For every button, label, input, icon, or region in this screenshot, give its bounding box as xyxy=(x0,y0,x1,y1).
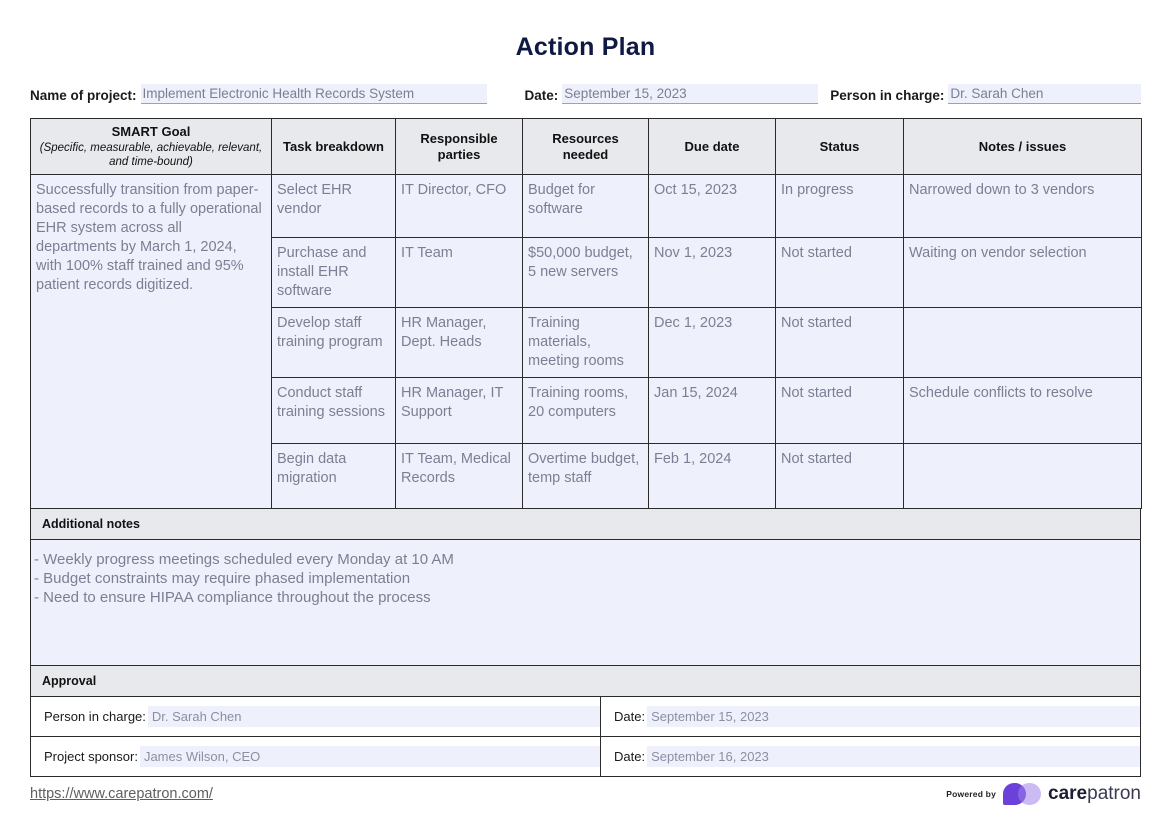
wordmark-patron: patron xyxy=(1087,783,1141,804)
project-name-field xyxy=(30,84,487,104)
notes-cell[interactable]: Waiting on vendor selection xyxy=(904,238,1142,308)
approval-row xyxy=(31,697,1141,737)
carepatron-wordmark xyxy=(1048,784,1141,804)
carepatron-logo-icon xyxy=(1003,783,1041,805)
approval-person-date-input[interactable]: September 15, 2023 xyxy=(647,706,1140,727)
action-plan-table xyxy=(30,118,1142,509)
approval-person-date-label: Date: xyxy=(614,709,646,724)
table-body xyxy=(31,175,1142,509)
resources-cell[interactable]: Overtime budget, temp staff xyxy=(523,444,649,509)
additional-notes-line: - Need to ensure HIPAA compliance throughout the process xyxy=(34,589,431,606)
approval-table xyxy=(30,697,1141,777)
resources-cell[interactable]: Training rooms, 20 computers xyxy=(523,378,649,444)
smart-goal-title: SMART Goal xyxy=(111,124,191,139)
smart-goal-cell[interactable]: Successfully transition from paper-based records to a fully operational EHR system across all departments by March 1, 2024, with 100% staff trained and 95% patient records digitized. xyxy=(31,175,272,509)
due-date-cell[interactable]: Oct 15, 2023 xyxy=(649,175,776,238)
approval-sponsor-label: Project sponsor: xyxy=(44,749,138,764)
project-date-label: Date: xyxy=(524,88,559,103)
additional-notes-line: - Budget constraints may require phased implementation xyxy=(34,570,411,587)
approval-project-sponsor-cell xyxy=(31,737,601,777)
approval-row xyxy=(31,737,1141,777)
person-in-charge-label: Person in charge: xyxy=(830,88,945,103)
status-cell[interactable]: Not started xyxy=(776,308,904,378)
notes-cell[interactable]: Narrowed down to 3 vendors xyxy=(904,175,1142,238)
responsible-cell[interactable]: IT Director, CFO xyxy=(396,175,523,238)
resources-cell[interactable]: Training materials, meeting rooms xyxy=(523,308,649,378)
carepatron-url-link[interactable]: https://www.carepatron.com/ xyxy=(30,786,213,802)
table-row xyxy=(31,175,1142,238)
approval-heading: Approval xyxy=(30,666,1141,697)
status-cell[interactable]: Not started xyxy=(776,444,904,509)
smart-goal-subtitle: (Specific, measurable, achievable, relevant, and time-bound) xyxy=(39,142,263,168)
responsible-cell[interactable]: IT Team xyxy=(396,238,523,308)
due-date-cell[interactable]: Nov 1, 2023 xyxy=(649,238,776,308)
approval-sponsor-input[interactable]: James Wilson, CEO xyxy=(140,746,600,767)
column-header-smart-goal xyxy=(31,119,272,175)
column-header-resources-needed: Resources needed xyxy=(523,119,649,175)
task-cell[interactable]: Purchase and install EHR software xyxy=(272,238,396,308)
task-cell[interactable]: Develop staff training program xyxy=(272,308,396,378)
approval-sponsor-date-cell xyxy=(601,737,1141,777)
due-date-cell[interactable]: Jan 15, 2024 xyxy=(649,378,776,444)
project-name-label: Name of project: xyxy=(30,88,137,103)
column-header-task-breakdown: Task breakdown xyxy=(272,119,396,175)
approval-sponsor-date-label: Date: xyxy=(614,749,646,764)
notes-cell[interactable] xyxy=(904,308,1142,378)
project-date-input[interactable]: September 15, 2023 xyxy=(562,84,818,104)
task-cell[interactable]: Conduct staff training sessions xyxy=(272,378,396,444)
approval-person-input[interactable]: Dr. Sarah Chen xyxy=(148,706,600,727)
table-header xyxy=(31,119,1142,175)
column-header-responsible-parties: Responsible parties xyxy=(396,119,523,175)
column-header-notes-issues: Notes / issues xyxy=(904,119,1142,175)
document-meta-row xyxy=(30,84,1141,104)
powered-by-label: Powered by xyxy=(946,789,997,799)
responsible-cell[interactable]: IT Team, Medical Records xyxy=(396,444,523,509)
carepatron-branding xyxy=(946,783,1141,805)
status-cell[interactable]: In progress xyxy=(776,175,904,238)
task-cell[interactable]: Begin data migration xyxy=(272,444,396,509)
task-cell[interactable]: Select EHR vendor xyxy=(272,175,396,238)
page-footer xyxy=(30,783,1141,805)
status-cell[interactable]: Not started xyxy=(776,378,904,444)
status-cell[interactable]: Not started xyxy=(776,238,904,308)
notes-cell[interactable]: Schedule conflicts to resolve xyxy=(904,378,1142,444)
approval-sponsor-date-input[interactable]: September 16, 2023 xyxy=(647,746,1140,767)
approval-person-date-cell xyxy=(601,697,1141,737)
approval-person-in-charge-cell xyxy=(31,697,601,737)
page-title: Action Plan xyxy=(515,33,656,61)
person-in-charge-input[interactable]: Dr. Sarah Chen xyxy=(948,84,1141,104)
additional-notes-body[interactable] xyxy=(30,540,1141,666)
person-in-charge-field xyxy=(830,84,1141,104)
resources-cell[interactable]: $50,000 budget, 5 new servers xyxy=(523,238,649,308)
additional-notes-line: - Weekly progress meetings scheduled every Monday at 10 AM xyxy=(34,551,454,568)
resources-cell[interactable]: Budget for software xyxy=(523,175,649,238)
notes-cell[interactable] xyxy=(904,444,1142,509)
column-header-status: Status xyxy=(776,119,904,175)
project-name-input[interactable]: Implement Electronic Health Records System xyxy=(141,84,487,104)
additional-notes-heading: Additional notes xyxy=(30,509,1141,540)
column-header-due-date: Due date xyxy=(649,119,776,175)
approval-person-label: Person in charge: xyxy=(44,709,146,724)
project-date-field xyxy=(525,84,819,104)
table-header-row xyxy=(31,119,1142,175)
due-date-cell[interactable]: Feb 1, 2024 xyxy=(649,444,776,509)
wordmark-care: care xyxy=(1048,783,1088,804)
due-date-cell[interactable]: Dec 1, 2023 xyxy=(649,308,776,378)
responsible-cell[interactable]: HR Manager, Dept. Heads xyxy=(396,308,523,378)
responsible-cell[interactable]: HR Manager, IT Support xyxy=(396,378,523,444)
